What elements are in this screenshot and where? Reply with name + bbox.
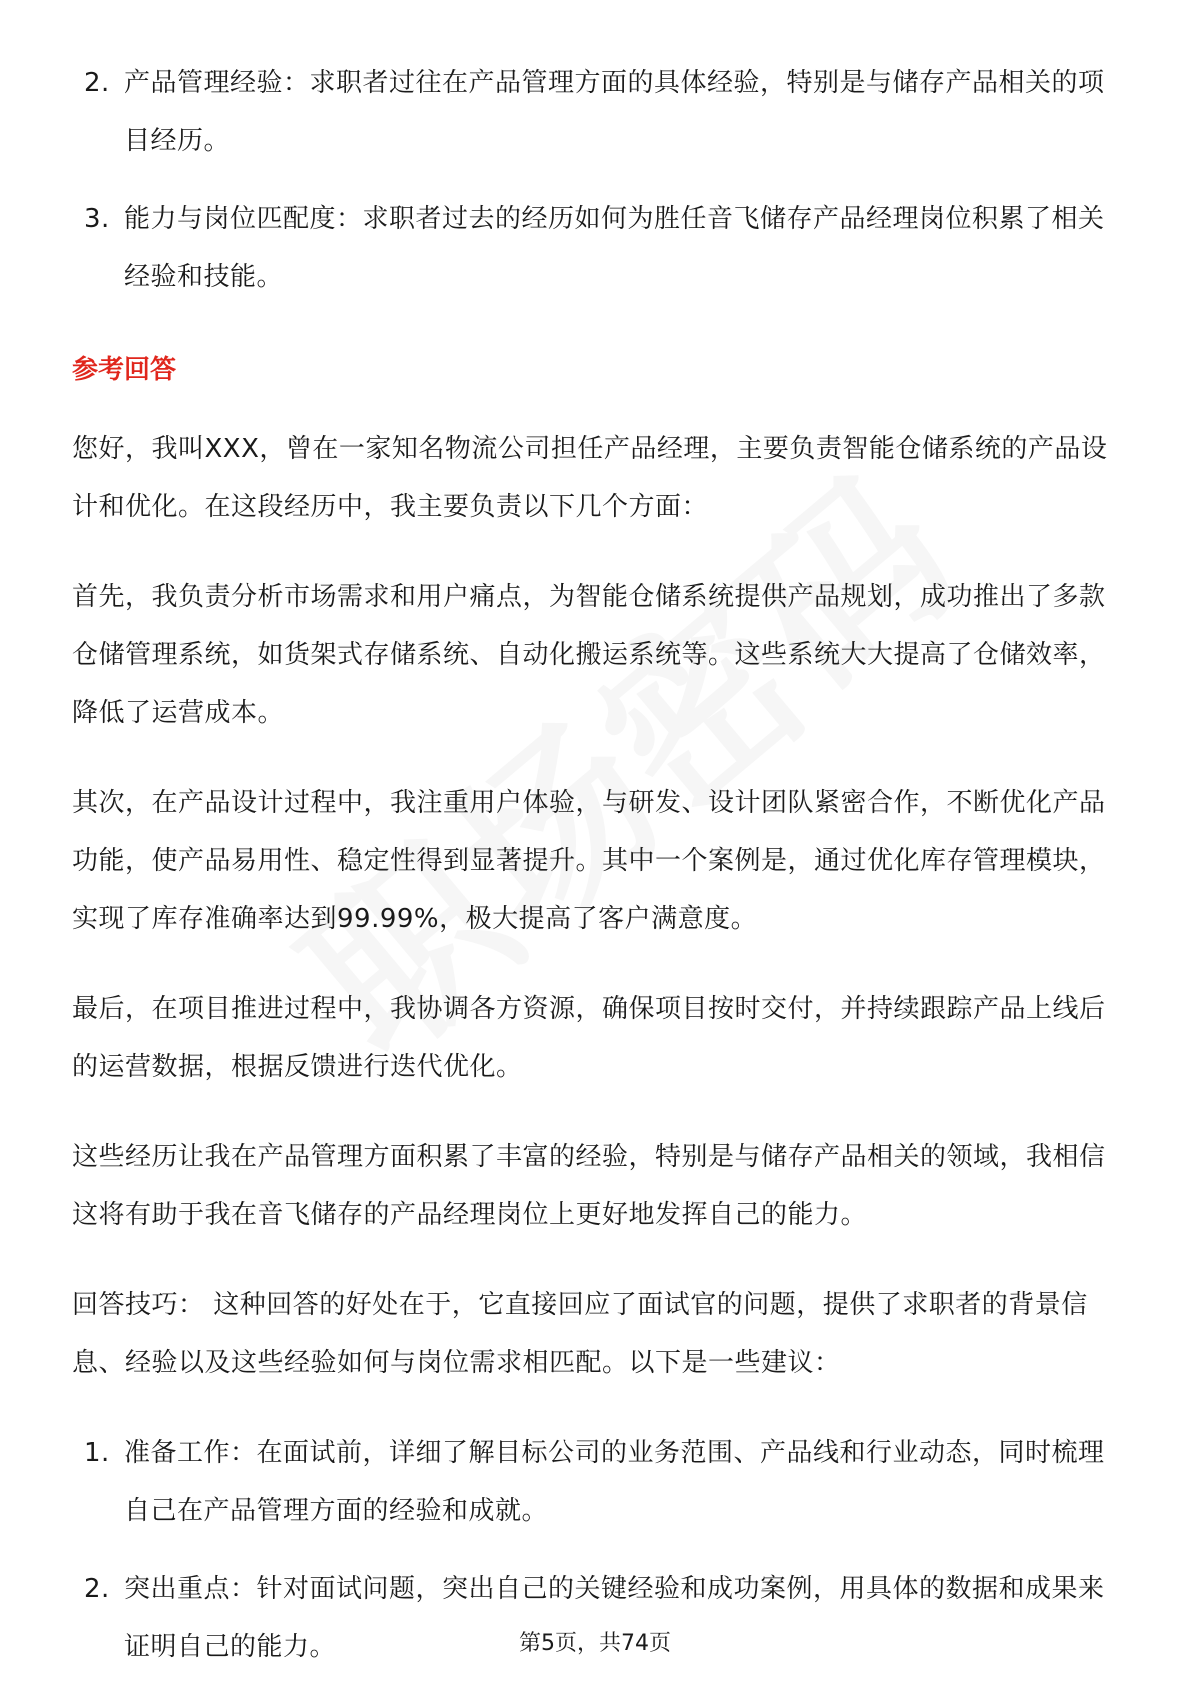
list-item (72, 1424, 1122, 1540)
paragraph: 其次，在产品设计过程中，我注重用户体验，与研发、设计团队紧密合作，不断优化产品功能，使产品易用性、稳定性得到显著提升。其中一个案例是，通过优化库存管理模块，实现了库存准确率达到99.99%，极大提高了客户满意度。 (72, 788, 1106, 934)
section-title: 参考回答 (72, 355, 177, 385)
paragraph: 最后，在项目推进过程中，我协调各方资源，确保项目按时交付，并持续跟踪产品上线后的运营数据，根据反馈进行迭代优化。 (72, 994, 1106, 1082)
page-footer: 第5页，共74页 (519, 1631, 671, 1656)
paragraph: 这些经历让我在产品管理方面积累了丰富的经验，特别是与储存产品相关的领域，我相信这将有助于我在音飞储存的产品经理岗位上更好地发挥自己的能力。 (72, 1142, 1106, 1230)
list-item-text: 能力与岗位匹配度：求职者过去的经历如何为胜任音飞储存产品经理岗位积累了相关经验和技能。 (124, 204, 1105, 292)
page-content (72, 54, 1122, 1696)
paragraph: 回答技巧： 这种回答的好处在于，它直接回应了面试官的问题，提供了求职者的背景信息、经验以及这些经验如何与岗位需求相匹配。以下是一些建议： (72, 1290, 1088, 1378)
list-number: 3. (84, 204, 110, 234)
list-item (72, 54, 1122, 170)
list-number: 2. (84, 68, 110, 98)
paragraph: 您好，我叫XXX，曾在一家知名物流公司担任产品经理，主要负责智能仓储系统的产品设计和优化。在这段经历中，我主要负责以下几个方面： (72, 434, 1108, 522)
paragraph: 首先，我负责分析市场需求和用户痛点，为智能仓储系统提供产品规划，成功推出了多款仓储管理系统，如货架式存储系统、自动化搬运系统等。这些系统大大提高了仓储效率，降低了运营成本。 (72, 582, 1106, 728)
list-number: 1. (84, 1438, 110, 1468)
list-number: 2. (84, 1574, 110, 1604)
list-item (72, 1560, 1122, 1676)
list-item-text: 准备工作：在面试前，详细了解目标公司的业务范围、产品线和行业动态，同时梳理自己在产品管理方面的经验和成就。 (124, 1438, 1105, 1526)
criteria-list (72, 54, 1122, 306)
list-item-text: 产品管理经验：求职者过往在产品管理方面的具体经验，特别是与储存产品相关的项目经历。 (124, 68, 1105, 156)
list-item (72, 190, 1122, 306)
list-item-text: 突出重点：针对面试问题，突出自己的关键经验和成功案例，用具体的数据和成果来证明自己的能力。 (124, 1574, 1105, 1662)
